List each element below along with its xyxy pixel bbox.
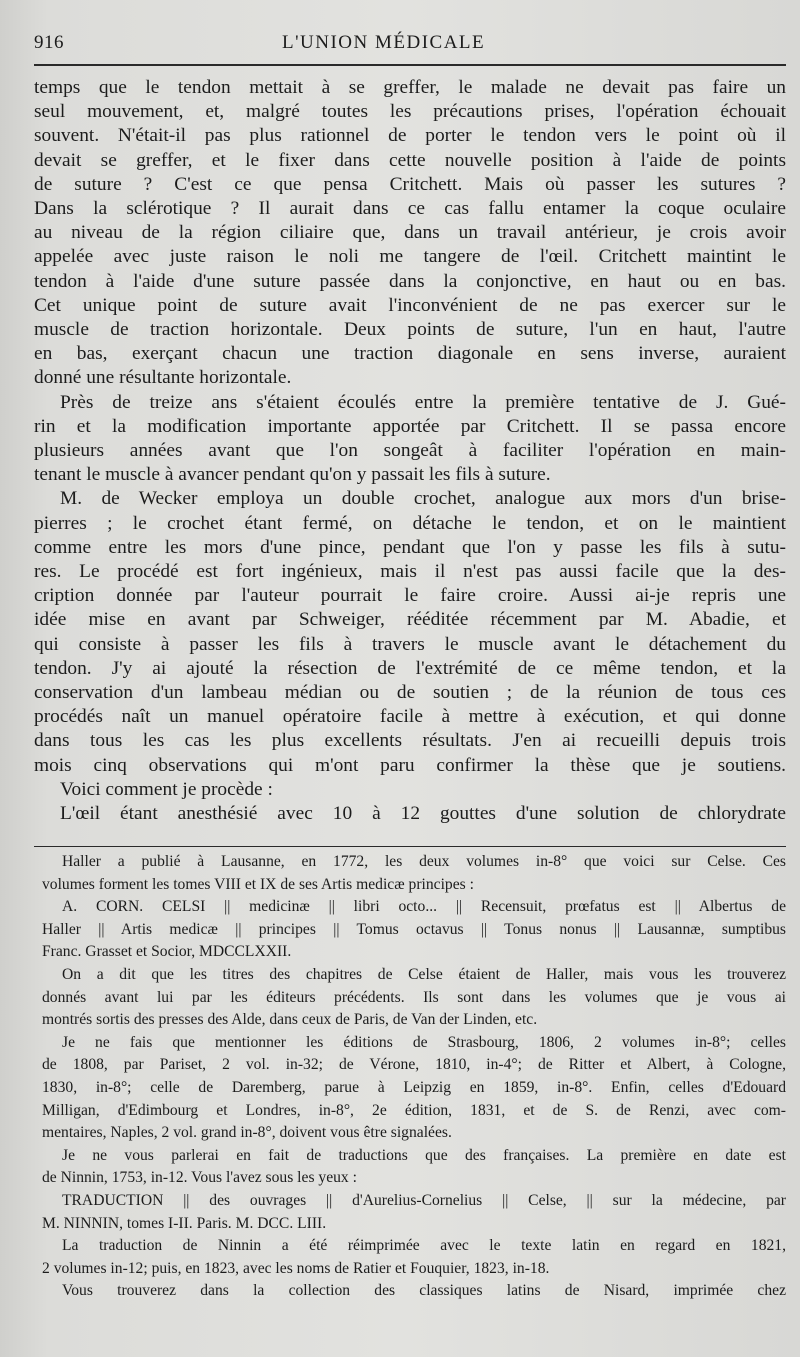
note-line: montrés sortis des presses des Alde, dans ceux de Paris, de Van der Linden, etc.	[42, 1011, 538, 1029]
text-line: res. Le procédé est fort ingénieux, mais il n'est pas aussi facile que la des-	[34, 561, 786, 583]
text-line: souvent. N'était-il pas plus rationnel de porter le tendon vers le point où il	[34, 125, 786, 147]
text-line: comme entre les mors d'une pince, pendant que l'on y passe les fils à sutu-	[34, 536, 786, 558]
note-line: M. NINNIN, tomes I-II. Paris. M. DCC. LIII.	[42, 1214, 327, 1232]
text-line: Voici comment je procède :	[60, 778, 273, 800]
text-line: conservation d'un lambeau médian ou de soutien ; de la réunion de tous ces	[34, 682, 786, 704]
note-line: mentaires, Naples, 2 vol. grand in-8°, doivent vous être signalées.	[42, 1124, 452, 1142]
text-line: de suture ? C'est ce que pensa Critchett. Mais où passer les sutures ?	[34, 173, 786, 195]
note-line: Vous trouverez dans la collection des classiques latins de Nisard, imprimée chez	[62, 1282, 786, 1300]
note-line: volumes forment les tomes VIII et IX de ses Artis medicæ principes :	[42, 875, 474, 893]
text-line: M. de Wecker employa un double crochet, analogue aux mors d'un brise-	[60, 488, 786, 510]
text-line: tendon. J'y ai ajouté la résection de l'extrémité de ce même tendon, et la	[34, 657, 786, 679]
footnotes	[42, 851, 786, 1303]
text-line: idée mise en avant par Schweiger, rééditée récemment par M. Abadie, et	[34, 609, 786, 631]
text-line: au niveau de la région ciliaire que, dans un travail antérieur, je crois avoir	[34, 222, 786, 244]
text-line: cription donnée par l'auteur pourrait le faire croire. Aussi ai-je repris une	[34, 585, 786, 607]
text-line: qui consiste à passer les fils à travers le muscle avant le détachement du	[34, 633, 786, 655]
text-line: dans tous les cas les plus excellents résultats. J'en ai recueilli depuis trois	[34, 730, 786, 752]
note-line: 2 volumes in-12; puis, en 1823, avec les noms de Ratier et Fouquier, 1823, in-18.	[42, 1259, 550, 1277]
text-line: Près de treize ans s'étaient écoulés entre la première tentative de J. Gué-	[60, 391, 786, 413]
note-line: TRADUCTION || des ouvrages || d'Aurelius-Cornelius || Celse, || sur la médecine, par	[62, 1191, 786, 1209]
footnote-rule	[34, 846, 786, 847]
text-line: devait se greffer, et le fixer dans cette nouvelle position à l'aide de points	[34, 149, 786, 171]
note-line: La traduction de Ninnin a été réimprimée avec le texte latin en regard en 1821,	[62, 1237, 786, 1255]
note-line: Franc. Grasset et Socior, MDCCLXXII.	[42, 943, 292, 961]
note-line: On a dit que les titres des chapitres de Celse étaient de Haller, mais vous les trouverez	[62, 965, 786, 983]
page-header	[34, 30, 774, 60]
text-line: Dans la sclérotique ? Il aurait dans ce cas fallu entamer la coque oculaire	[34, 198, 786, 220]
note-line: donnés avant lui par les éditeurs précédents. Ils sont dans les volumes que je vous ai	[42, 988, 786, 1006]
note-line: Milligan, d'Edimbourg et Londres, in-8°, 2e édition, 1831, et de S. de Renzi, avec com-	[42, 1101, 786, 1119]
text-line: tendon à l'aide d'une suture passée dans la conjonctive, en haut ou en bas.	[34, 270, 786, 292]
text-line: seul mouvement, et, malgré toutes les précautions prises, l'opération échouait	[34, 101, 786, 123]
text-line: donné une résultante horizontale.	[34, 367, 292, 389]
page-number: 916	[34, 32, 64, 53]
note-line: Je ne vous parlerai en fait de traductions que des françaises. La première en date est	[62, 1146, 786, 1164]
text-line: mois cinq observations qui m'ont paru confirmer la thèse que je soutiens.	[34, 754, 786, 776]
text-line: muscle de traction horizontale. Deux points de suture, l'un en haut, l'autre	[34, 319, 786, 341]
note-line: 1830, in-8°; celle de Daremberg, parue à Leipzig en 1859, in-8°. Enfin, celles d'Edouard	[42, 1078, 786, 1096]
text-line: plusieurs années avant que l'on songeât à faciliter l'opération en main-	[34, 440, 786, 462]
note-line: de 1808, par Pariset, 2 vol. in-32; de Vérone, 1810, in-4°; de Ritter et Albert, à Cologne,	[42, 1056, 786, 1074]
note-line: de Ninnin, 1753, in-12. Vous l'avez sous les yeux :	[42, 1169, 357, 1187]
running-head: L'UNION MÉDICALE	[282, 32, 486, 53]
text-line: rin et la modification importante apportée par Critchett. Il se passa encore	[34, 415, 786, 437]
text-line: L'œil étant anesthésié avec 10 à 12 gouttes d'une solution de chlorydrate	[60, 803, 786, 825]
main-text	[34, 76, 786, 826]
text-line: procédés naît un manuel opératoire facile à mettre à exécution, et qui donne	[34, 706, 786, 728]
text-line: en bas, exerçant chacun une traction diagonale en sens inverse, auraient	[34, 343, 786, 365]
text-line: pierres ; le crochet étant fermé, on détache le tendon, et on le maintient	[34, 512, 786, 534]
text-line: Cet unique point de suture avait l'inconvénient de ne pas exercer sur le	[34, 294, 786, 316]
header-rule	[34, 64, 786, 66]
note-line: Je ne fais que mentionner les éditions de Strasbourg, 1806, 2 volumes in-8°; celles	[62, 1033, 786, 1051]
text-line: appelée avec juste raison le noli me tangere de l'œil. Critchett maintint le	[34, 246, 786, 268]
note-line: Haller a publié à Lausanne, en 1772, les deux volumes in-8° que voici sur Celse. Ces	[62, 853, 786, 870]
text-line: tenant le muscle à avancer pendant qu'on y passait les fils à suture.	[34, 464, 551, 486]
text-line: temps que le tendon mettait à se greffer, le malade ne devait pas faire un	[34, 77, 786, 98]
note-line: Haller || Artis medicæ || principes || Tomus octavus || Tonus nonus || Lausannæ, sumptibus	[42, 920, 786, 938]
note-line: A. CORN. CELSI || medicinæ || libri octo... || Recensuit, prœfatus est || Albertus de	[62, 898, 786, 916]
